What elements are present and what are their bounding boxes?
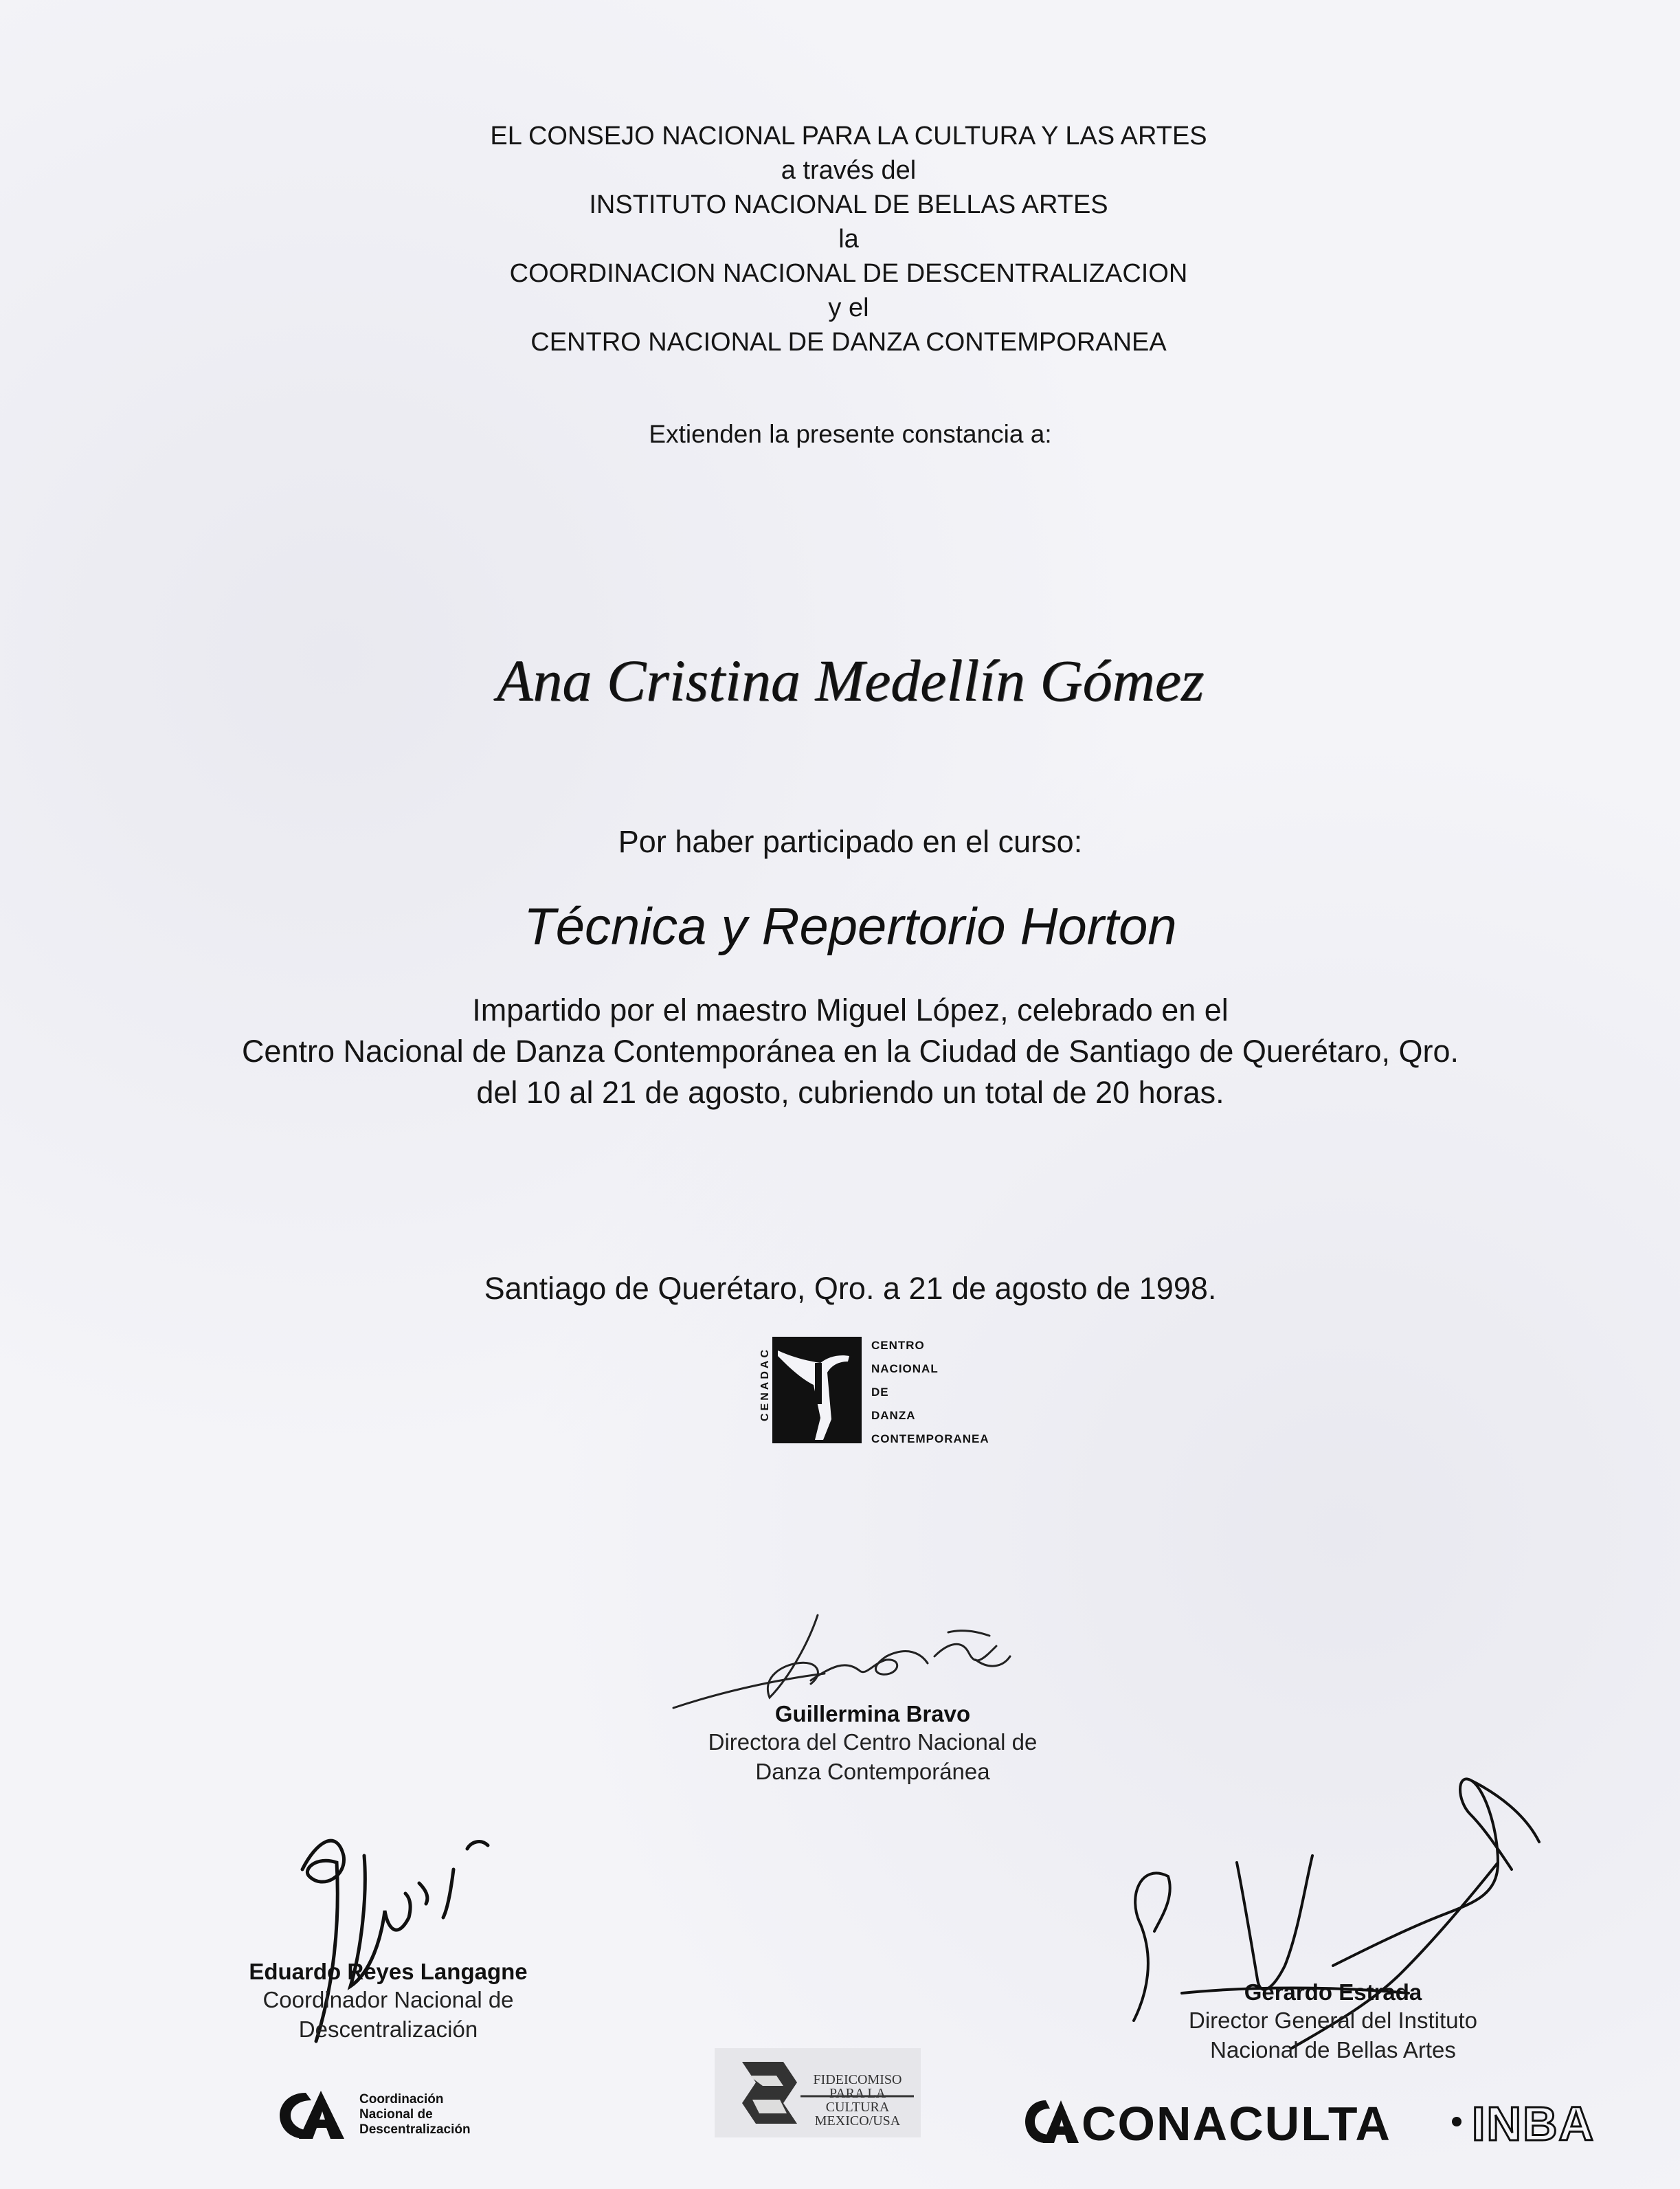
signatory-reyes bbox=[172, 1959, 605, 2044]
signatory-title: Coordinador Nacional de bbox=[262, 1987, 514, 2012]
header-line: a través del bbox=[781, 156, 917, 185]
cenadac-vertical-text: CENADAC bbox=[759, 1347, 771, 1421]
fideicomiso-logo bbox=[715, 2048, 921, 2137]
cnd-logo-line: Nacional de bbox=[359, 2107, 433, 2122]
details-line: del 10 al 21 de agosto, cubriendo un total de 20 horas. bbox=[476, 1075, 1224, 1110]
separator-dot bbox=[1452, 2117, 1461, 2126]
signatory-title: Director General del Instituto bbox=[1188, 2008, 1478, 2033]
cenadac-logo bbox=[749, 1337, 1024, 1447]
details-line: Impartido por el maestro Miguel López, celebrado en el bbox=[472, 992, 1229, 1027]
header-line: COORDINACION NACIONAL DE DESCENTRALIZACION bbox=[509, 259, 1188, 288]
inba-wordmark: INBA bbox=[1472, 2097, 1595, 2151]
place-date: Santiago de Querétaro, Qro. a 21 de agosto de 1998. bbox=[484, 1271, 1217, 1306]
cenadac-line: CONTEMPORANEA bbox=[871, 1432, 989, 1445]
conaculta-wordmark: CONACULTA bbox=[1082, 2097, 1391, 2151]
recipient-name: Ana Cristina Medellín Gómez bbox=[496, 647, 1205, 713]
cnd-logo-line: Descentralización bbox=[359, 2122, 471, 2137]
cenadac-line: DANZA bbox=[871, 1409, 916, 1422]
course-details bbox=[0, 990, 1680, 1113]
course-title: Técnica y Repertorio Horton bbox=[524, 898, 1177, 956]
header-line: CENTRO NACIONAL DE DANZA CONTEMPORANEA bbox=[530, 328, 1167, 357]
issuer-header bbox=[0, 119, 1680, 359]
header-line: INSTITUTO NACIONAL DE BELLAS ARTES bbox=[589, 190, 1108, 219]
signatory-title: Nacional de Bellas Artes bbox=[1210, 2037, 1456, 2063]
signatory-name: Gerardo Estrada bbox=[1244, 1979, 1422, 2005]
cenadac-line: CENTRO bbox=[871, 1339, 925, 1352]
signatory-bravo bbox=[605, 1701, 1141, 1786]
cenadac-wordmark bbox=[871, 1338, 989, 1447]
fideicomiso-text: FIDEICOMISO PARA LA CULTURA MEXICO/USA bbox=[813, 2072, 902, 2129]
details-line: Centro Nacional de Danza Contemporánea en la Ciudad de Santiago de Querétaro, Qro. bbox=[241, 1034, 1459, 1069]
header-line: la bbox=[838, 225, 859, 254]
conaculta-inba-logo bbox=[1024, 2096, 1622, 2151]
signatory-estrada bbox=[1099, 1979, 1567, 2065]
signatory-name: Eduardo Reyes Langagne bbox=[249, 1959, 528, 1984]
reason-text: Por haber participado en el curso: bbox=[618, 824, 1083, 859]
cenadac-line: DE bbox=[871, 1386, 889, 1399]
intro-text: Extienden la presente constancia a: bbox=[649, 420, 1052, 448]
cnd-logo-line: Coordinación bbox=[359, 2092, 444, 2107]
dancer-icon bbox=[772, 1337, 862, 1443]
signatory-title: Danza Contemporánea bbox=[755, 1759, 990, 1784]
cenadac-line: NACIONAL bbox=[871, 1362, 939, 1375]
signatory-name: Guillermina Bravo bbox=[774, 1701, 971, 1726]
cnd-mark-icon bbox=[278, 2089, 354, 2141]
signatory-title: Directora del Centro Nacional de bbox=[708, 1729, 1038, 1755]
signatory-title: Descentralización bbox=[298, 2016, 478, 2042]
header-line: y el bbox=[828, 293, 869, 322]
cnd-logo bbox=[278, 2089, 526, 2144]
conaculta-mark-icon bbox=[1024, 2099, 1079, 2144]
header-line: EL CONSEJO NACIONAL PARA LA CULTURA Y LAS ARTES bbox=[490, 122, 1207, 151]
